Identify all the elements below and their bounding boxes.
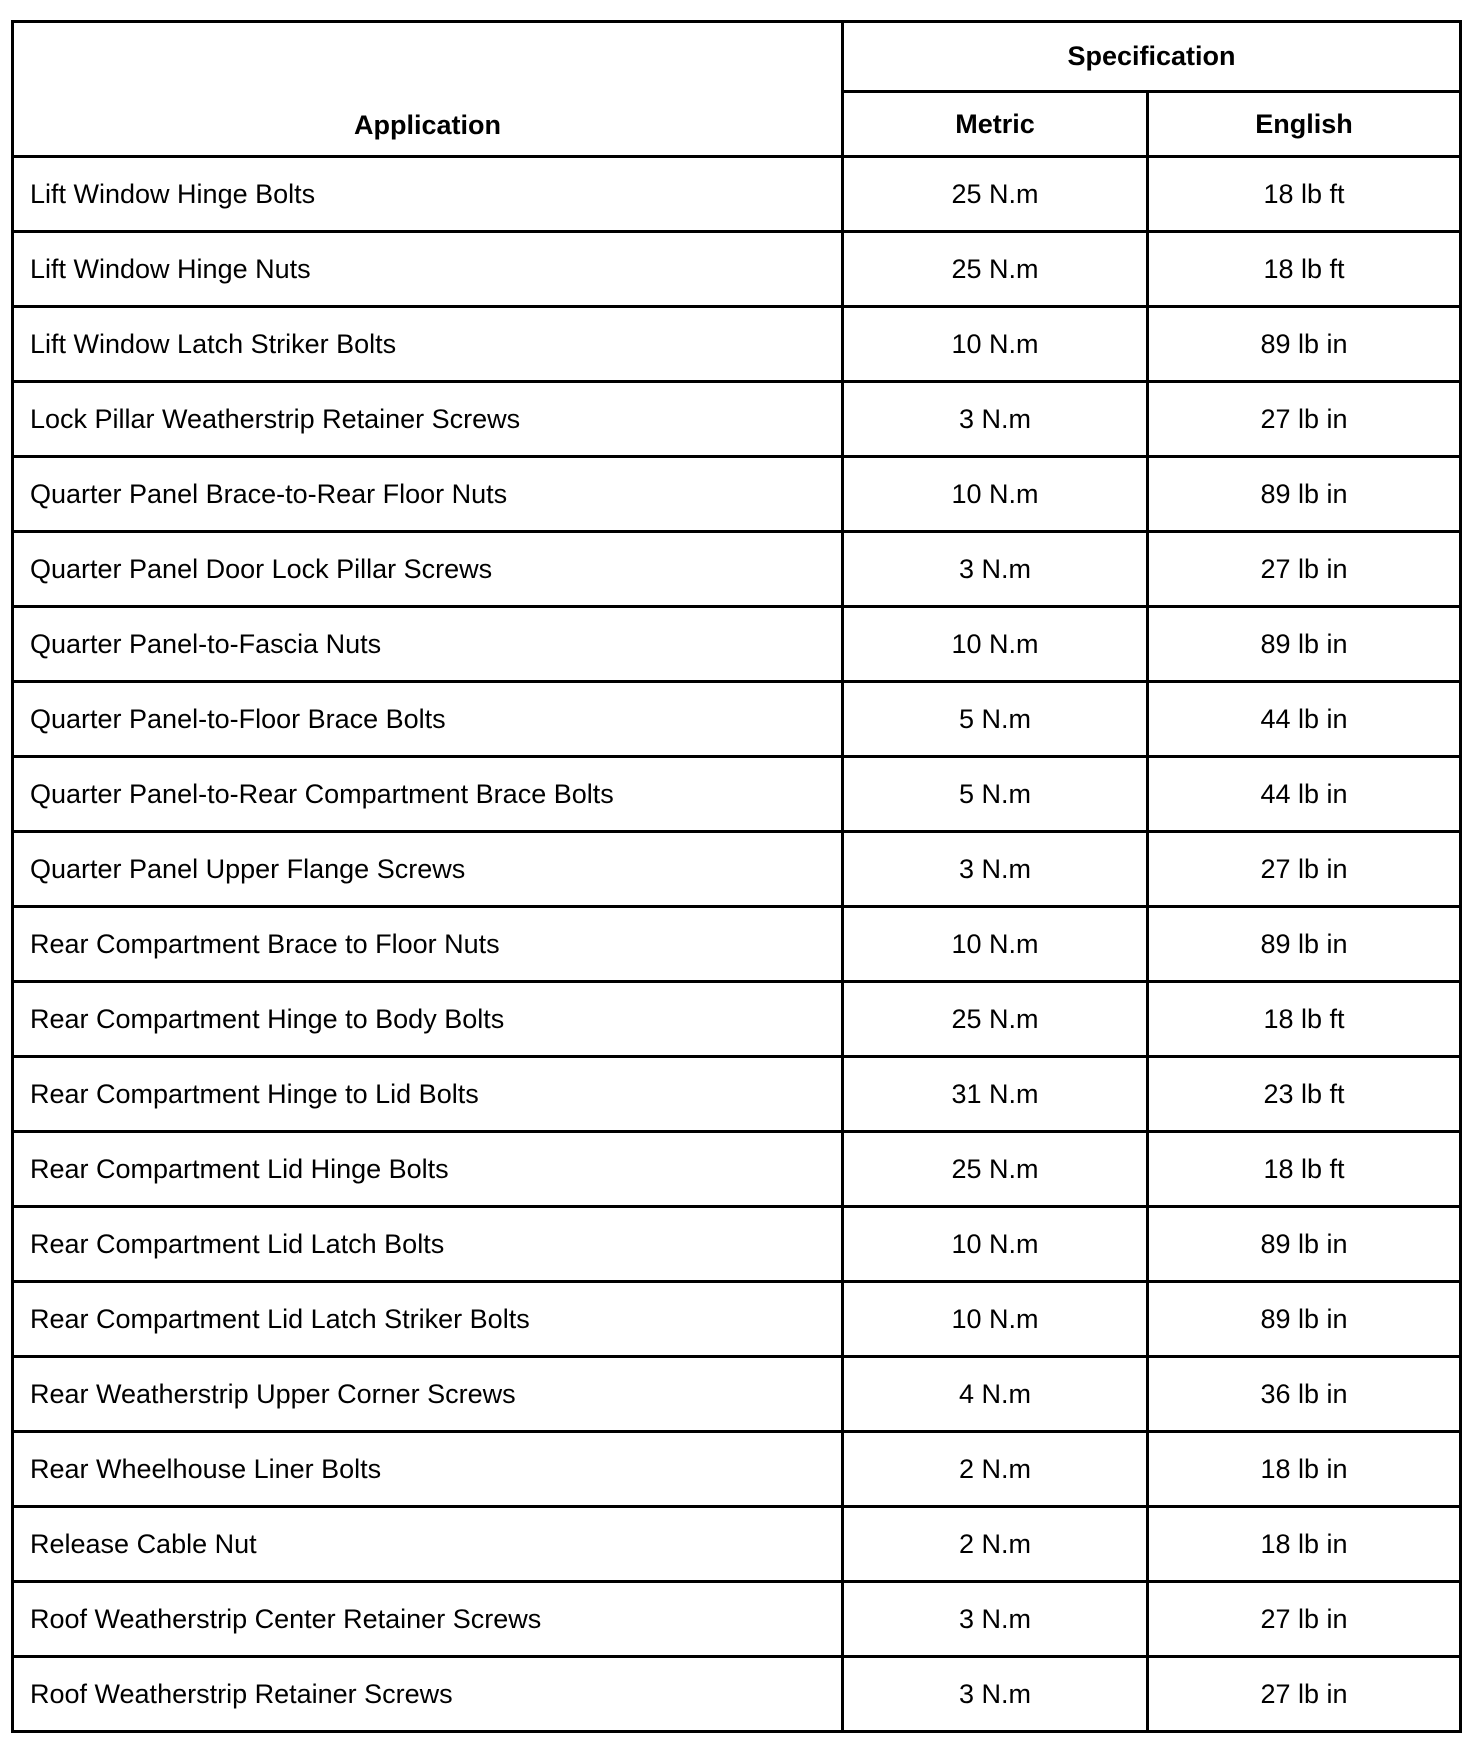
application-cell: Roof Weatherstrip Center Retainer Screws <box>13 1582 843 1657</box>
table-body <box>13 157 1461 1732</box>
application-cell: Quarter Panel Brace-to-Rear Floor Nuts <box>13 457 843 532</box>
table-row <box>13 1057 1461 1132</box>
english-cell: 36 lb in <box>1148 1357 1461 1432</box>
application-cell: Rear Compartment Lid Hinge Bolts <box>13 1132 843 1207</box>
english-cell: 18 lb ft <box>1148 232 1461 307</box>
table-row <box>13 607 1461 682</box>
header-row-group <box>13 22 1461 92</box>
english-cell: 18 lb ft <box>1148 1132 1461 1207</box>
english-cell: 89 lb in <box>1148 907 1461 982</box>
english-cell: 18 lb in <box>1148 1432 1461 1507</box>
metric-cell: 2 N.m <box>843 1432 1148 1507</box>
english-cell: 18 lb ft <box>1148 982 1461 1057</box>
table-row <box>13 1582 1461 1657</box>
table-row <box>13 307 1461 382</box>
metric-column-header: Metric <box>843 92 1148 157</box>
metric-cell: 3 N.m <box>843 832 1148 907</box>
table-row <box>13 157 1461 232</box>
application-cell: Lock Pillar Weatherstrip Retainer Screws <box>13 382 843 457</box>
table-row <box>13 907 1461 982</box>
english-cell: 27 lb in <box>1148 532 1461 607</box>
table-header <box>13 22 1461 157</box>
english-cell: 27 lb in <box>1148 382 1461 457</box>
application-cell: Quarter Panel-to-Rear Compartment Brace Bolts <box>13 757 843 832</box>
metric-cell: 3 N.m <box>843 532 1148 607</box>
metric-cell: 10 N.m <box>843 1207 1148 1282</box>
fastener-torque-table <box>11 20 1462 1733</box>
metric-cell: 25 N.m <box>843 982 1148 1057</box>
application-cell: Rear Compartment Brace to Floor Nuts <box>13 907 843 982</box>
table-row <box>13 1132 1461 1207</box>
english-cell: 44 lb in <box>1148 757 1461 832</box>
metric-cell: 2 N.m <box>843 1507 1148 1582</box>
metric-cell: 5 N.m <box>843 757 1148 832</box>
table-row <box>13 1282 1461 1357</box>
application-cell: Lift Window Hinge Bolts <box>13 157 843 232</box>
metric-cell: 25 N.m <box>843 1132 1148 1207</box>
specification-column-header: Specification <box>843 22 1461 92</box>
english-cell: 27 lb in <box>1148 832 1461 907</box>
table-row <box>13 457 1461 532</box>
metric-cell: 10 N.m <box>843 907 1148 982</box>
metric-cell: 3 N.m <box>843 1582 1148 1657</box>
metric-cell: 3 N.m <box>843 382 1148 457</box>
table-row <box>13 1432 1461 1507</box>
metric-cell: 25 N.m <box>843 157 1148 232</box>
table-row <box>13 532 1461 607</box>
application-cell: Rear Weatherstrip Upper Corner Screws <box>13 1357 843 1432</box>
application-cell: Rear Compartment Hinge to Lid Bolts <box>13 1057 843 1132</box>
application-cell: Lift Window Latch Striker Bolts <box>13 307 843 382</box>
application-cell: Release Cable Nut <box>13 1507 843 1582</box>
metric-cell: 10 N.m <box>843 457 1148 532</box>
metric-cell: 5 N.m <box>843 682 1148 757</box>
metric-cell: 4 N.m <box>843 1357 1148 1432</box>
application-cell: Rear Compartment Lid Latch Bolts <box>13 1207 843 1282</box>
application-cell: Quarter Panel-to-Floor Brace Bolts <box>13 682 843 757</box>
metric-cell: 10 N.m <box>843 607 1148 682</box>
metric-cell: 10 N.m <box>843 307 1148 382</box>
table-row <box>13 757 1461 832</box>
table-row <box>13 682 1461 757</box>
english-column-header: English <box>1148 92 1461 157</box>
application-cell: Quarter Panel Upper Flange Screws <box>13 832 843 907</box>
metric-cell: 25 N.m <box>843 232 1148 307</box>
table-row <box>13 1207 1461 1282</box>
table-row <box>13 832 1461 907</box>
application-cell: Lift Window Hinge Nuts <box>13 232 843 307</box>
english-cell: 23 lb ft <box>1148 1057 1461 1132</box>
application-cell: Rear Compartment Hinge to Body Bolts <box>13 982 843 1057</box>
english-cell: 18 lb ft <box>1148 157 1461 232</box>
table-row <box>13 982 1461 1057</box>
english-cell: 27 lb in <box>1148 1657 1461 1732</box>
application-column-header: Application <box>13 22 843 157</box>
english-cell: 44 lb in <box>1148 682 1461 757</box>
application-cell: Quarter Panel-to-Fascia Nuts <box>13 607 843 682</box>
english-cell: 89 lb in <box>1148 607 1461 682</box>
application-cell: Rear Compartment Lid Latch Striker Bolts <box>13 1282 843 1357</box>
english-cell: 27 lb in <box>1148 1582 1461 1657</box>
table-row <box>13 1357 1461 1432</box>
metric-cell: 3 N.m <box>843 1657 1148 1732</box>
english-cell: 89 lb in <box>1148 1207 1461 1282</box>
english-cell: 89 lb in <box>1148 307 1461 382</box>
application-cell: Quarter Panel Door Lock Pillar Screws <box>13 532 843 607</box>
table-row <box>13 1657 1461 1732</box>
table-row <box>13 382 1461 457</box>
english-cell: 89 lb in <box>1148 1282 1461 1357</box>
table-row <box>13 1507 1461 1582</box>
application-cell: Rear Wheelhouse Liner Bolts <box>13 1432 843 1507</box>
application-cell: Roof Weatherstrip Retainer Screws <box>13 1657 843 1732</box>
metric-cell: 10 N.m <box>843 1282 1148 1357</box>
metric-cell: 31 N.m <box>843 1057 1148 1132</box>
english-cell: 89 lb in <box>1148 457 1461 532</box>
table-row <box>13 232 1461 307</box>
english-cell: 18 lb in <box>1148 1507 1461 1582</box>
